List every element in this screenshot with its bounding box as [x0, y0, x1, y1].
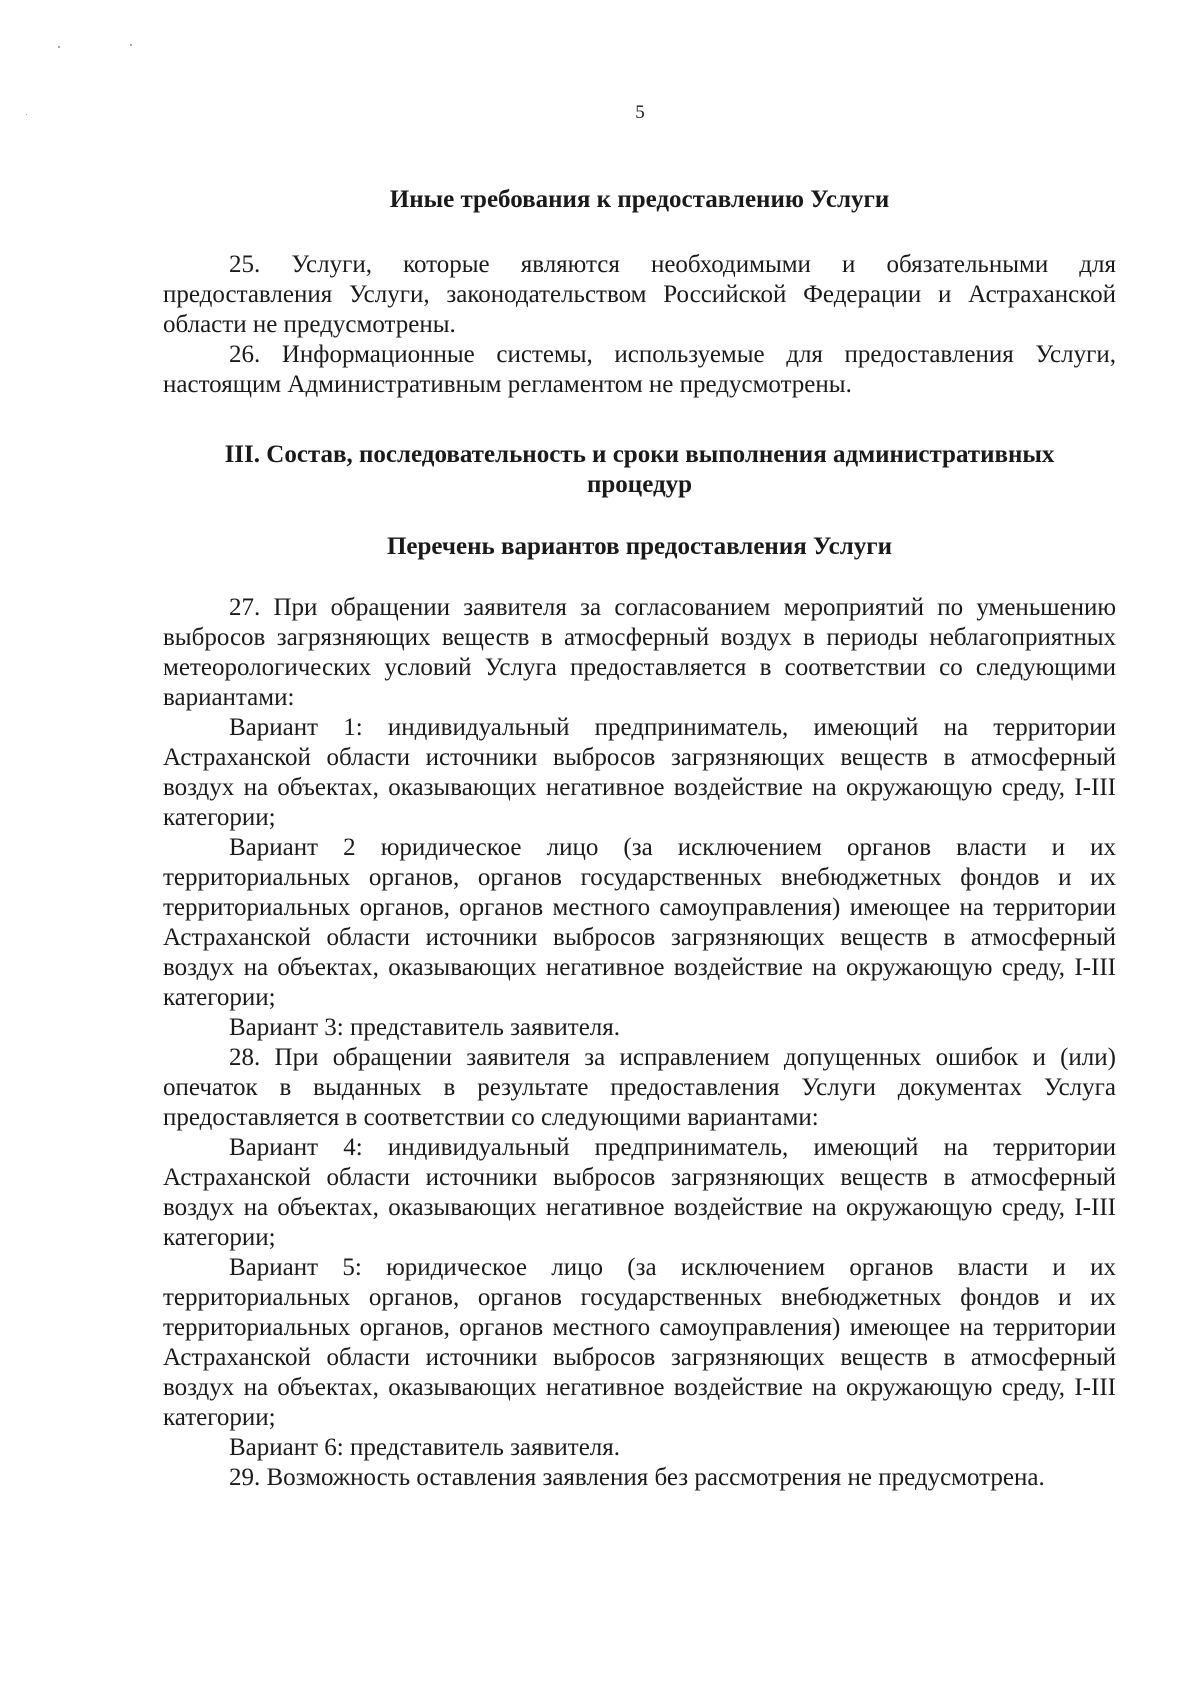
paragraph-26: 26. Информационные системы, используемые для предоставления Услуги, настоящим Административным регламентом не предусмотрены. — [163, 341, 1116, 398]
paragraph-25: 25. Услуги, которые являются необходимыми и обязательными для предоставления Услуги, законодательством Российской Федерации и Астраханской области не предусмотрены. — [163, 251, 1116, 338]
paragraph-29: 29. Возможность оставления заявления без рассмотрения не предусмотрена. — [229, 1464, 1045, 1491]
variant-2: Вариант 2 юридическое лицо (за исключением органов власти и их территориальных органов, органов государственных внебюджетных фондов и их территориальных органов, органов местного самоуправления) имеющее на территории Астраханской области источники выбросов загрязняющих веществ в атмосферный воздух на объектах, оказывающих негативное воздействие на окружающую среду, I-III категории; — [163, 834, 1116, 1011]
section-heading-other-requirements: Иные требования к предоставлению Услуги — [389, 186, 890, 213]
variant-3: Вариант 3: представитель заявителя. — [229, 1014, 621, 1041]
scan-speck — [130, 44, 132, 46]
variant-5: Вариант 5: юридическое лицо (за исключением органов власти и их территориальных органов, органов государственных внебюджетных фондов и их территориальных органов, органов местного самоуправления) имеющее на территории Астраханской области источники выбросов загрязняющих веществ в атмосферный воздух на объектах, оказывающих негативное воздействие на окружающую среду, I-III категории; — [163, 1254, 1116, 1431]
requirements-block — [163, 250, 1116, 400]
variant-6: Вариант 6: представитель заявителя. — [229, 1434, 621, 1461]
variant-1: Вариант 1: индивидуальный предприниматель, имеющий на территории Астраханской области источники выбросов загрязняющих веществ в атмосферный воздух на объектах, оказывающих негативное воздействие на окружающую среду, I-III категории; — [163, 714, 1116, 831]
paragraph-28: 28. При обращении заявителя за исправлением допущенных ошибок и (или) опечаток в выданных в результате предоставления Услуги документах Услуга предоставляется в соответствии со следующими вариантами: — [163, 1044, 1116, 1131]
page-number: 5 — [635, 102, 645, 123]
section-heading-variants: Перечень вариантов предоставления Услуги — [386, 533, 893, 560]
paragraph-27: 27. При обращении заявителя за согласованием мероприятий по уменьшению выбросов загрязняющих веществ в атмосферный воздух в периоды неблагоприятных метеорологических условий Услуга предоставляется в соответствии со следующими вариантами: — [163, 594, 1116, 711]
scan-speck — [58, 46, 60, 48]
variant-4: Вариант 4: индивидуальный предприниматель, имеющий на территории Астраханской области источники выбросов загрязняющих веществ в атмосферный воздух на объектах, оказывающих негативное воздействие на окружающую среду, I-III категории; — [163, 1134, 1116, 1251]
variants-block — [163, 593, 1116, 1493]
chapter-heading-iii: III. Состав, последовательность и сроки выполнения административных процедур — [224, 441, 1055, 498]
